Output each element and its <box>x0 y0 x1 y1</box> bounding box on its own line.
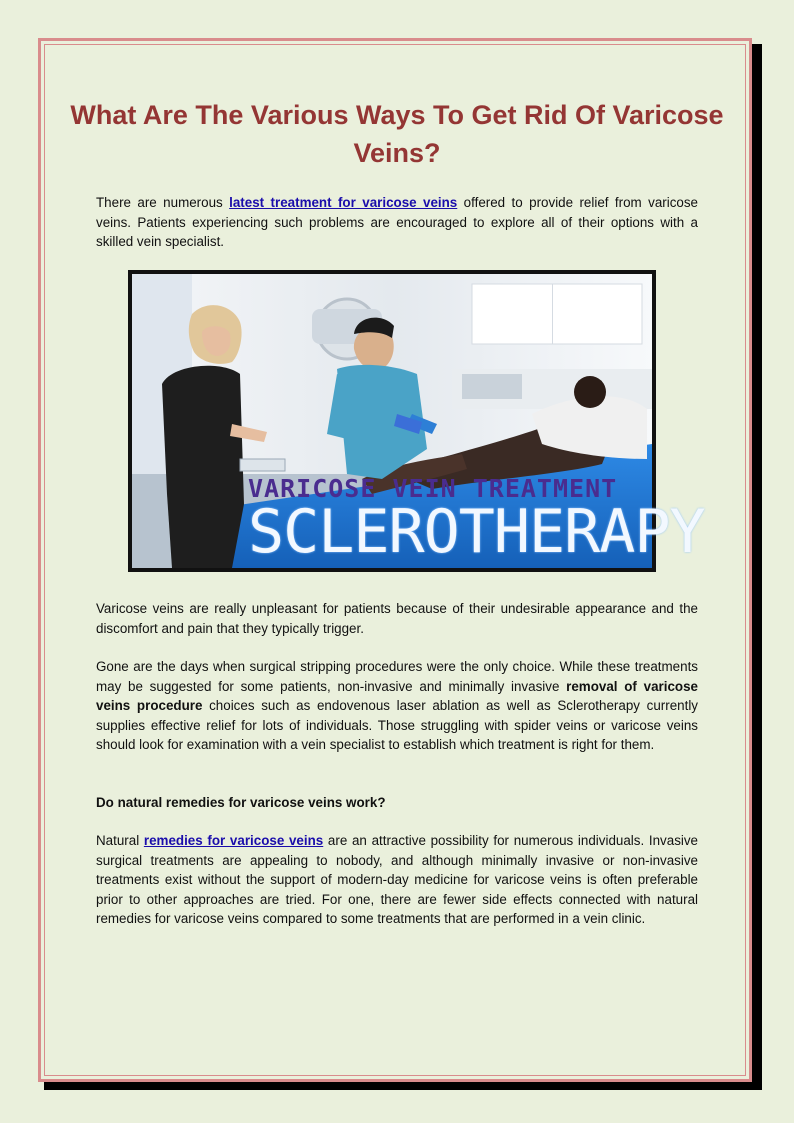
section-subheading: Do natural remedies for varicose veins work? <box>96 795 386 810</box>
paragraph-treatment-options <box>96 657 698 755</box>
paragraph-natural-remedies <box>96 831 698 929</box>
image-overlay-headline: VARICOSE VEIN TREATMENT <box>248 474 618 503</box>
intro-text-end: offered to provide relief from varicose veins. Patients experiencing such problems are encouraged to explore all of their options with a skilled vein specialist. <box>96 195 698 250</box>
remedies-text-start: Natural <box>96 833 144 848</box>
removal-procedure-emphasis: removal of varicose veins procedure <box>96 678 698 714</box>
remedies-text-end: are an attractive possibility for numerous individuals. Invasive surgical treatments are appealing to nobody, and although minimally invasive or non-invasive treatments exist without the support of modern-day medicine for varicose veins is often preferable prior to other approaches are tried. For one, there are fewer side effects connected with natural remedies for varicose veins compared to some treatments that are performed in a vein clinic. <box>96 833 699 927</box>
treatment-text-end: choices such as endovenous laser ablation as well as Sclerotherapy currently supplies effective relief for lots of individuals. Those struggling with spider veins or varicose veins should look for examination with a vein specialist to establish which treatment is right for them. <box>96 698 698 753</box>
intro-paragraph <box>96 193 698 252</box>
article-title: What Are The Various Ways To Get Rid Of Varicose Veins? <box>70 100 724 168</box>
image-overlay-title: SCLEROTHERAPY <box>248 497 705 567</box>
paragraph-appearance: Varicose veins are really unpleasant for patients because of their undesirable appearance and the discomfort and pain that they typically trigger. <box>96 601 698 636</box>
remedies-link[interactable]: remedies for varicose veins <box>143 833 324 848</box>
treatment-text-start: Gone are the days when surgical stripping procedures were the only choice. While these treatments may be suggested for some patients, non-invasive and minimally invasive <box>96 659 698 694</box>
latest-treatment-link[interactable]: latest treatment for varicose veins <box>229 195 458 210</box>
intro-text-start: There are numerous <box>96 195 230 210</box>
